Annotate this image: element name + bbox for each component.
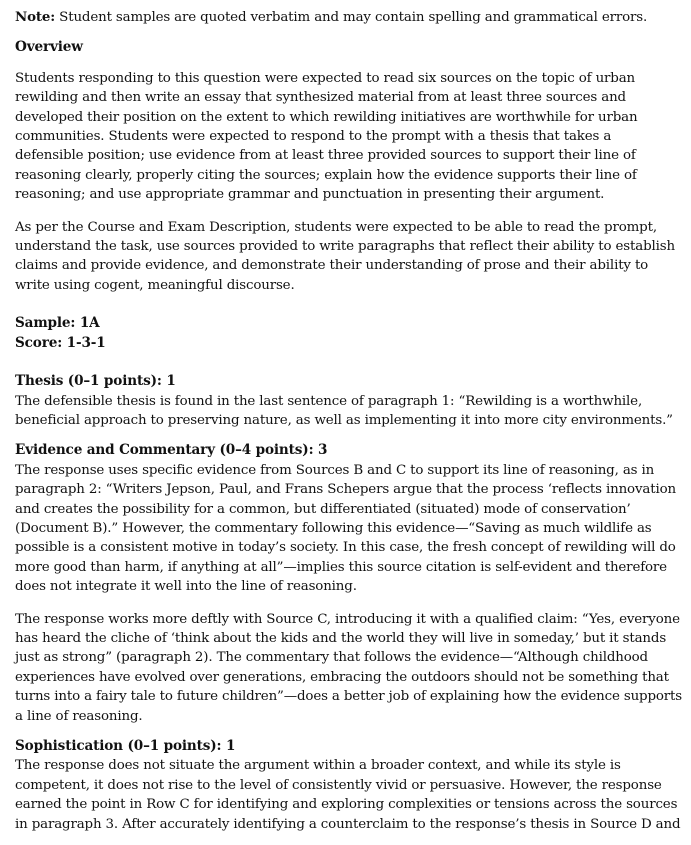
note-text: Student samples are quoted verbatim and may contain spelling and grammatical errors. <box>55 10 648 25</box>
evidence-paragraph-2: The response works more deftly with Source C, introducing it with a qualified claim: “Yes, everyone has heard the cliche of ‘think about the kids and the world they will live in someday,’ but it stands just as strong” (paragraph 2). The commentary that follows the evidence—“Although childhood experiences have evolved over generations, embracing the outdoors should not be something that turns into a fairy tale to future children”—does a better job of explaining how the evidence supports a line of reasoning. <box>15 611 683 724</box>
overview-paragraph-1: Students responding to this question were expected to read six sources on the topic of urban rewilding and then write an essay that synthesized material from at least three sources and developed their position on the extent to which rewilding initiatives are worthwhile for urban communities. Students were expected to respond to the prompt with a thesis that takes a defensible position; use evidence from at least three provided sources to support their line of reasoning clearly, properly citing the sources; explain how the evidence supports their line of reasoning; and use appropriate grammar and punctuation in presenting their argument. <box>15 70 638 203</box>
overview-heading: Overview <box>15 39 83 56</box>
document-page <box>15 8 683 834</box>
note-label: Note: <box>15 9 56 25</box>
sophistication-heading: Sophistication (0–1 points): 1 <box>15 738 236 754</box>
evidence-heading: Evidence and Commentary (0–4 points): 3 <box>15 442 328 459</box>
sample-label: Sample: 1A <box>15 315 100 332</box>
overview-paragraph-2: As per the Course and Exam Description, students were expected to be able to read the prompt, understand the task, use sources provided to write paragraphs that reflect their ability to establish claims and provide evidence, and demonstrate their understanding of prose and their ability to write using cogent, meaningful discourse. <box>15 219 675 293</box>
thesis-text: The defensible thesis is found in the last sentence of paragraph 1: “Rewilding is a worthwhile, beneficial approach to preserving nature, as well as implementing it into more city environments.” <box>15 393 673 428</box>
note-paragraph <box>15 8 683 27</box>
thesis-heading: Thesis (0–1 points): 1 <box>15 373 176 390</box>
sophistication-text: The response does not situate the argument within a broader context, and while its style is competent, it does not rise to the level of consistently vivid or persuasive. However, the response earned the point in Row C for identifying and exploring complexities or tensions across the sources in paragraph 3. After accurately identifying a counterclaim to the response’s thesis in Source D and <box>15 758 681 832</box>
sample-score: Score: 1-3-1 <box>15 334 106 351</box>
evidence-paragraph-1: The response uses specific evidence from Sources B and C to support its line of reasoning, as in paragraph 2: “Writers Jepson, Paul, and Frans Schepers argue that the process ‘reflects innovation and creates the possibility for a common, but differentiated (situated) mode of conservation’ (Document B).” However, the commentary following this evidence—“Saving as much wildlife as possible is a consistent motive in today’s society. In this case, the fresh concept of rewilding will do more good than harm, if anything at all”—implies this source citation is self-evident and therefore does not integrate it well into the line of reasoning. <box>15 462 676 595</box>
